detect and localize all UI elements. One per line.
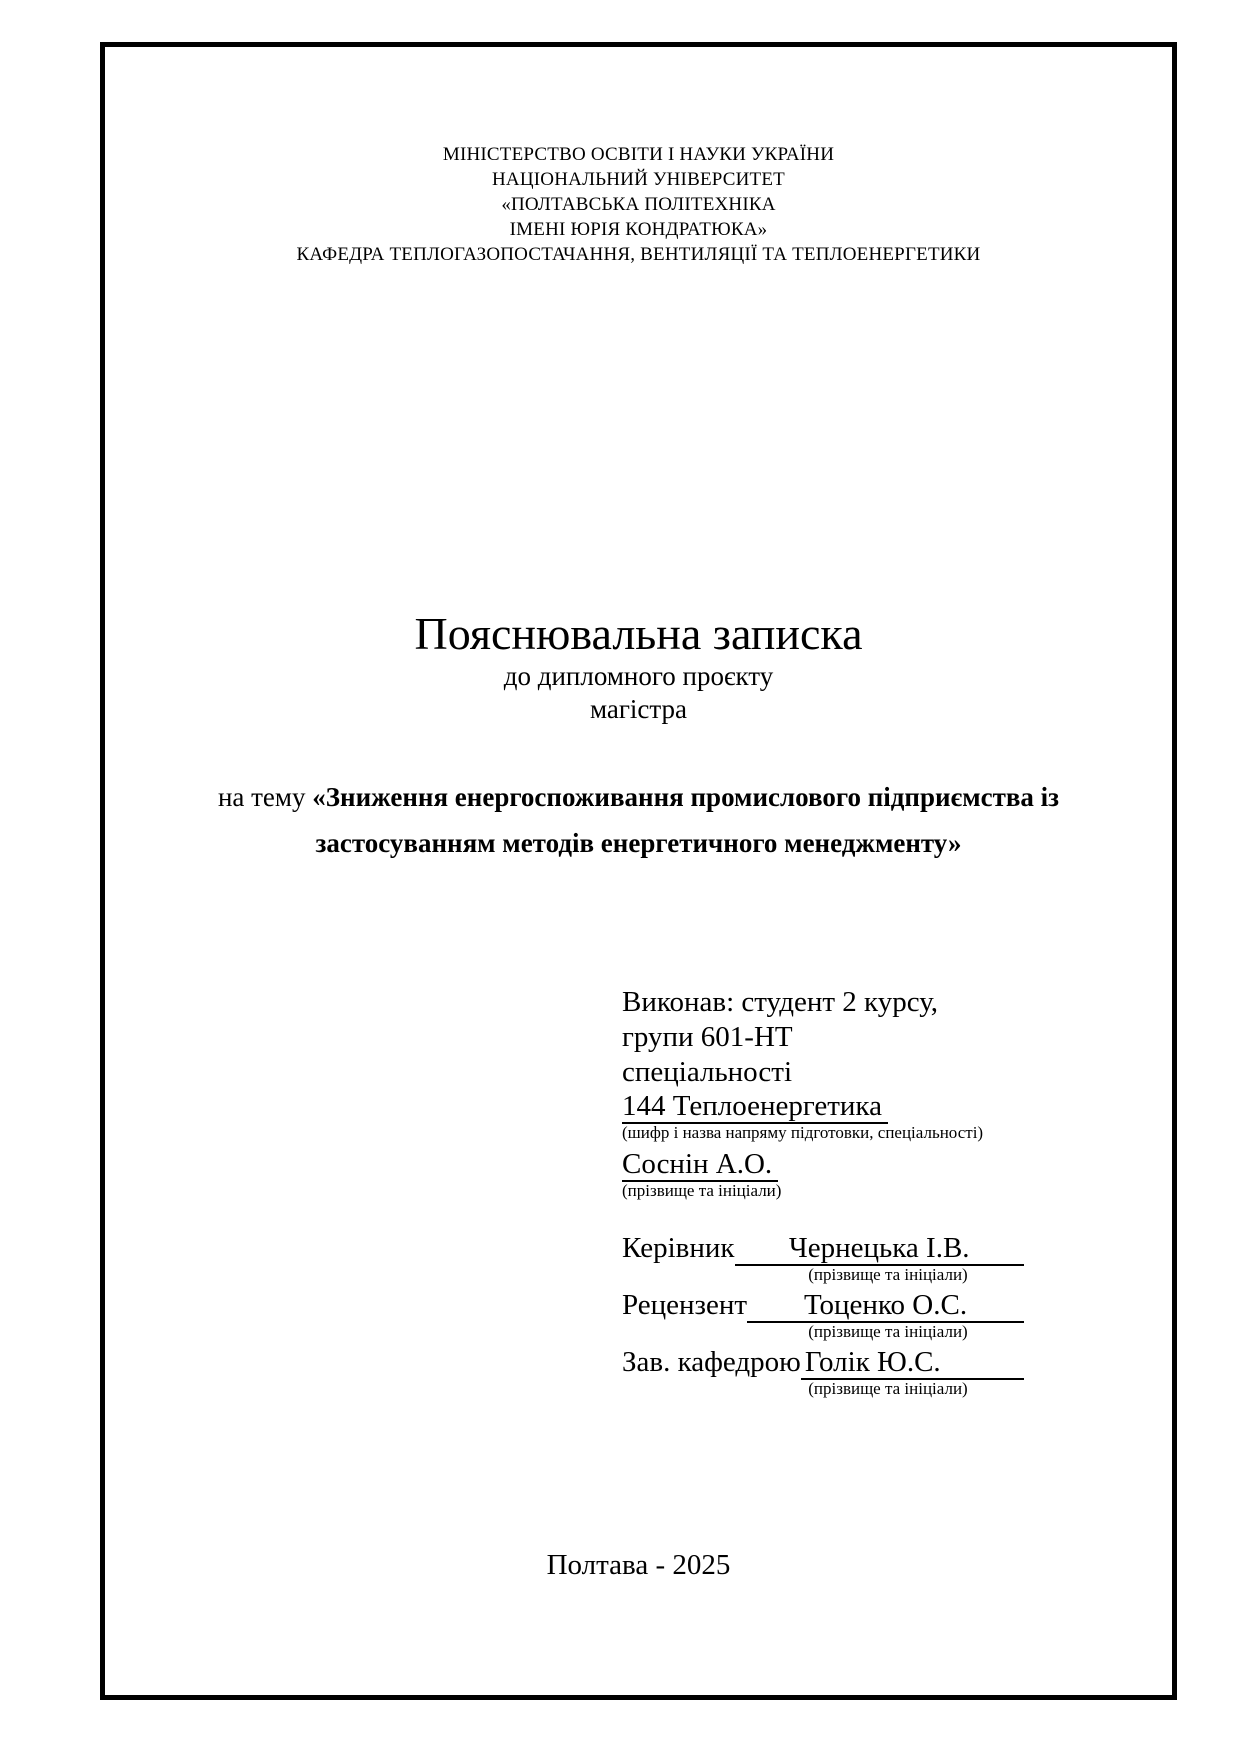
city-year: Полтава - 2025: [546, 1549, 731, 1581]
specialty-row: [622, 1090, 1024, 1124]
student-name-caption: (прізвище та ініціали): [622, 1181, 782, 1200]
header-line-ministry: МІНІСТЕРСТВО ОСВІТИ І НАУКИ УКРАЇНИ: [442, 144, 835, 165]
header-line-university: НАЦІОНАЛЬНИЙ УНІВЕРСИТЕТ: [492, 169, 785, 190]
thesis-topic: [135, 774, 1142, 866]
student-group-line: групи 601-НТ: [622, 1021, 793, 1053]
signature-block: [622, 985, 1024, 1403]
supervisor-signature-line: [735, 1232, 1025, 1266]
specialty-value: 144 Теплоенергетика: [622, 1090, 888, 1124]
reviewer-signature-line: [747, 1289, 1024, 1323]
header-line-named-after: ІМЕНІ ЮРІЯ КОНДРАТЮКА»: [509, 219, 768, 240]
header-line-polytechnic: «ПОЛТАВСЬКА ПОЛІТЕХНІКА: [501, 194, 776, 215]
supervisor-caption: (прізвище та ініціали): [808, 1265, 968, 1284]
topic-title-part-1: «Зниження енергоспоживання промислового підприємства із: [312, 782, 1060, 812]
signature-row-supervisor: [622, 1232, 1024, 1266]
supervisor-label: Керівник: [622, 1232, 735, 1264]
thesis-topic-line-1: [135, 774, 1142, 820]
page-frame: [100, 42, 1177, 1700]
student-name: Соснін А.О.: [622, 1148, 778, 1182]
topic-prefix: на тему: [217, 782, 313, 812]
supervisor-name: Чернецька І.В.: [788, 1232, 970, 1264]
department-head-name: Голік Ю.С.: [804, 1346, 941, 1378]
reviewer-caption: (прізвище та ініціали): [808, 1322, 968, 1341]
student-performed-line: Виконав: студент 2 курсу,: [622, 986, 939, 1018]
title-block: [105, 608, 1172, 726]
institution-header: [105, 142, 1172, 267]
student-specialty-label: спеціальності: [622, 1056, 793, 1088]
specialty-caption: (шифр і назва напряму підготовки, спеціальності): [622, 1123, 984, 1142]
department-head-label: Зав. кафедрою: [622, 1346, 801, 1378]
document-title: Пояснювальна записка: [414, 608, 863, 659]
department-head-signature-line: [801, 1346, 1024, 1380]
reviewer-name: Тоценко О.С.: [803, 1289, 968, 1321]
topic-title-part-2: застосуванням методів енергетичного менеджменту»: [315, 828, 962, 858]
document-subtitle-project: до дипломного проєкту: [503, 661, 774, 691]
document-subtitle-degree: магістра: [589, 694, 688, 724]
header-line-department: КАФЕДРА ТЕПЛОГАЗОПОСТАЧАННЯ, ВЕНТИЛЯЦІЇ ТА ТЕПЛОЕНЕРГЕТИКИ: [296, 244, 981, 265]
signature-row-reviewer: [622, 1289, 1024, 1323]
department-head-caption: (прізвище та ініціали): [808, 1379, 968, 1398]
thesis-topic-line-2: [135, 820, 1142, 866]
signature-row-department-head: [622, 1346, 1024, 1380]
student-name-row: [622, 1148, 1024, 1182]
reviewer-label: Рецензент: [622, 1289, 748, 1321]
